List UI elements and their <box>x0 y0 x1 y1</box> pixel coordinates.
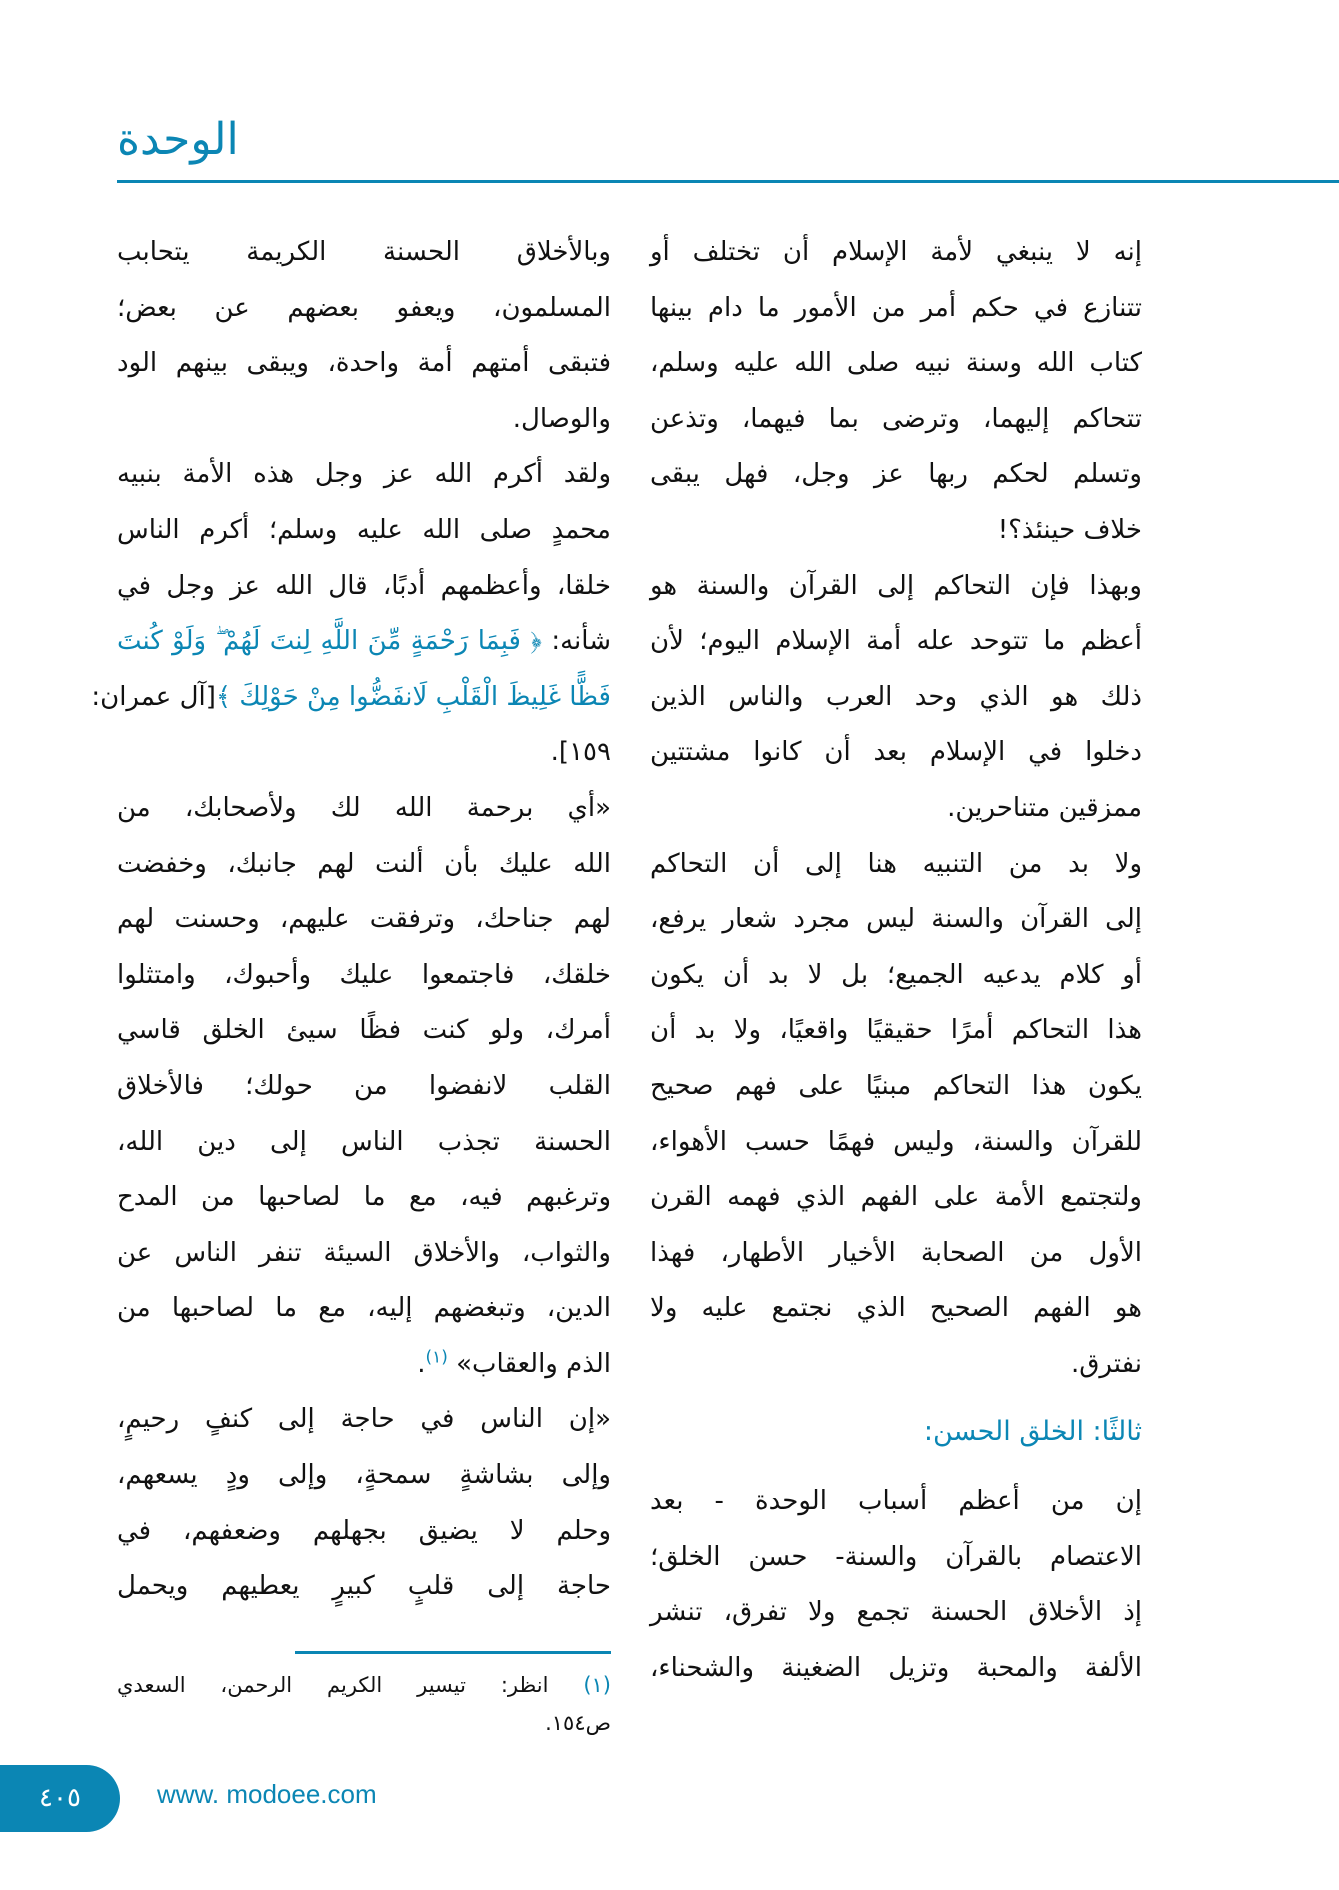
text-line: القلب لانفضوا من حولك؛ فالأخلاق <box>117 1070 611 1101</box>
text-line: أمرك، ولو كنت فظًا سيئ الخلق قاسي <box>117 1015 611 1046</box>
text-line: «إن الناس في حاجة إلى كنفٍ رحيمٍ، <box>117 1404 611 1435</box>
text-line: هو الفهم الصحيح الذي نجتمع عليه ولا <box>650 1293 1142 1324</box>
text-line <box>117 1337 611 1393</box>
text-line: ولقد أكرم الله عز وجل هذه الأمة بنبيه <box>117 459 611 490</box>
quran-verse: ﴿ فَبِمَا رَحْمَةٍ مِّنَ اللَّهِ لِنتَ لَهُمْ ۖ وَلَوْ كُنتَ <box>117 626 542 657</box>
text-line: يكون هذا التحاكم مبنيًا على فهم صحيح <box>650 1070 1142 1101</box>
text-line <box>117 614 611 670</box>
text-line: أعظم ما تتوحد عله أمة الإسلام اليوم؛ لأن <box>650 626 1142 657</box>
text-line: وإلى بشاشةٍ سمحةٍ، وإلى ودٍ يسعهم، <box>117 1460 611 1491</box>
text-line: للقرآن والسنة، وليس فهمًا حسب الأهواء، <box>650 1126 1142 1157</box>
text-line: خلاف حينئذ؟! <box>997 514 1142 545</box>
text-line: وبهذا فإن التحاكم إلى القرآن والسنة هو <box>650 570 1142 601</box>
text-line: خلقك، فاجتمعوا عليك وأحبوك، وامتثلوا <box>117 959 611 990</box>
text-segment: . <box>417 1348 426 1379</box>
section-heading: ثالثًا: الخلق الحسن: <box>923 1416 1142 1448</box>
footnote-line <box>117 1666 611 1704</box>
text-line: خلقا، وأعظمهم أدبًا، قال الله عز وجل في <box>117 570 611 601</box>
text-line: تتنازع في حكم أمر من الأمور ما دام بينها <box>650 292 1142 323</box>
text-line: والثواب، والأخلاق السيئة تنفر الناس عن <box>117 1237 611 1268</box>
page-number-badge: ٤٠٥ <box>0 1765 120 1832</box>
text-line: «أي برحمة الله لك ولأصحابك، من <box>117 792 611 823</box>
text-line: وتسلم لحكم ربها عز وجل، فهل يبقى <box>650 459 1142 490</box>
text-line: الاعتصام بالقرآن والسنة- حسن الخلق؛ <box>650 1541 1142 1572</box>
paragraph <box>650 837 1142 1393</box>
paragraph <box>117 1392 611 1614</box>
text-segment: شأنه: <box>541 626 611 657</box>
footnote-line: ص١٥٤. <box>545 1711 611 1735</box>
footnote-reference[interactable]: (١) <box>425 1347 448 1368</box>
paragraph <box>650 1474 1142 1696</box>
footnote-number: (١) <box>583 1673 611 1697</box>
text-line: إن من أعظم أسباب الوحدة - بعد <box>650 1486 1142 1517</box>
text-line: كتاب الله وسنة نبيه صلى الله عليه وسلم، <box>650 348 1142 379</box>
text-segment: [آل عمران: <box>91 681 216 712</box>
left-column <box>91 225 611 1615</box>
text-line: أو كلام يدعيه الجميع؛ بل لا بد أن يكون <box>650 959 1142 990</box>
text-line: هذا التحاكم أمرًا حقيقيًا واقعيًا، ولا بد أن <box>650 1015 1142 1046</box>
text-line: وترغبهم فيه، مع ما لصاحبها من المدح <box>117 1182 611 1213</box>
text-line: الدين، وتبغضهم إليه، مع ما لصاحبها من <box>117 1293 611 1324</box>
text-line: إلى القرآن والسنة ليس مجرد شعار يرفع، <box>650 904 1142 935</box>
paragraph <box>650 225 1142 559</box>
footnote <box>117 1666 611 1742</box>
paragraph <box>117 781 611 1393</box>
text-line: فتبقى أمتهم أمة واحدة، ويبقى بينهم الود <box>117 348 611 379</box>
footnote-text: انظر: تيسير الكريم الرحمن، السعدي <box>117 1673 549 1697</box>
text-line <box>91 670 611 726</box>
text-line: تتحاكم إليهما، وترضى بما فيهما، وتذعن <box>650 403 1142 434</box>
text-line: ١٥٩]. <box>550 737 611 768</box>
text-line: إذ الأخلاق الحسنة تجمع ولا تفرق، تنشر <box>650 1597 1142 1628</box>
text-line: ممزقين متناحرين. <box>947 792 1142 823</box>
text-line: ذلك هو الذي وحد العرب والناس الذين <box>650 681 1142 712</box>
text-line: نفترق. <box>1070 1348 1142 1379</box>
text-line: الحسنة تجذب الناس إلى دين الله، <box>117 1126 611 1157</box>
text-line: الله عليك بأن ألنت لهم جانبك، وخفضت <box>117 848 611 879</box>
right-column <box>650 225 1142 1696</box>
paragraph <box>650 559 1142 837</box>
text-line: محمدٍ صلى الله عليه وسلم؛ أكرم الناس <box>117 514 611 545</box>
header-divider <box>117 180 1339 183</box>
chapter-title: الوحدة <box>117 114 239 165</box>
text-line: إنه لا ينبغي لأمة الإسلام أن تختلف أو <box>650 237 1142 267</box>
text-line: ولا بد من التنبيه هنا إلى أن التحاكم <box>650 848 1142 879</box>
text-line: الألفة والمحبة وتزيل الضغينة والشحناء، <box>650 1652 1142 1683</box>
text-line: وحلم لا يضيق بجهلهم وضعفهم، في <box>117 1515 611 1546</box>
paragraph <box>91 447 611 781</box>
text-line: حاجة إلى قلبٍ كبيرٍ يعطيهم ويحمل <box>117 1571 611 1602</box>
text-line: وبالأخلاق الحسنة الكريمة يتحابب <box>117 237 611 267</box>
footnote-divider <box>295 1651 611 1654</box>
website-link[interactable]: www. modoee.com <box>157 1779 377 1809</box>
text-line: المسلمون، ويعفو بعضهم عن بعض؛ <box>117 292 611 323</box>
text-line: الأول من الصحابة الأخيار الأطهار، فهذا <box>650 1237 1142 1268</box>
text-segment: الذم والعقاب» <box>447 1348 611 1379</box>
text-line: لهم جناحك، وترفقت عليهم، وحسنت لهم <box>117 904 611 935</box>
quran-verse: فَظًّا غَلِيظَ الْقَلْبِ لَانفَضُّوا مِنْ حَوْلِكَ ﴾ <box>215 681 611 712</box>
text-line: والوصال. <box>512 403 611 434</box>
text-line: ولتجتمع الأمة على الفهم الذي فهمه القرن <box>650 1182 1142 1213</box>
paragraph <box>117 225 611 447</box>
text-line: دخلوا في الإسلام بعد أن كانوا مشتتين <box>650 737 1142 768</box>
